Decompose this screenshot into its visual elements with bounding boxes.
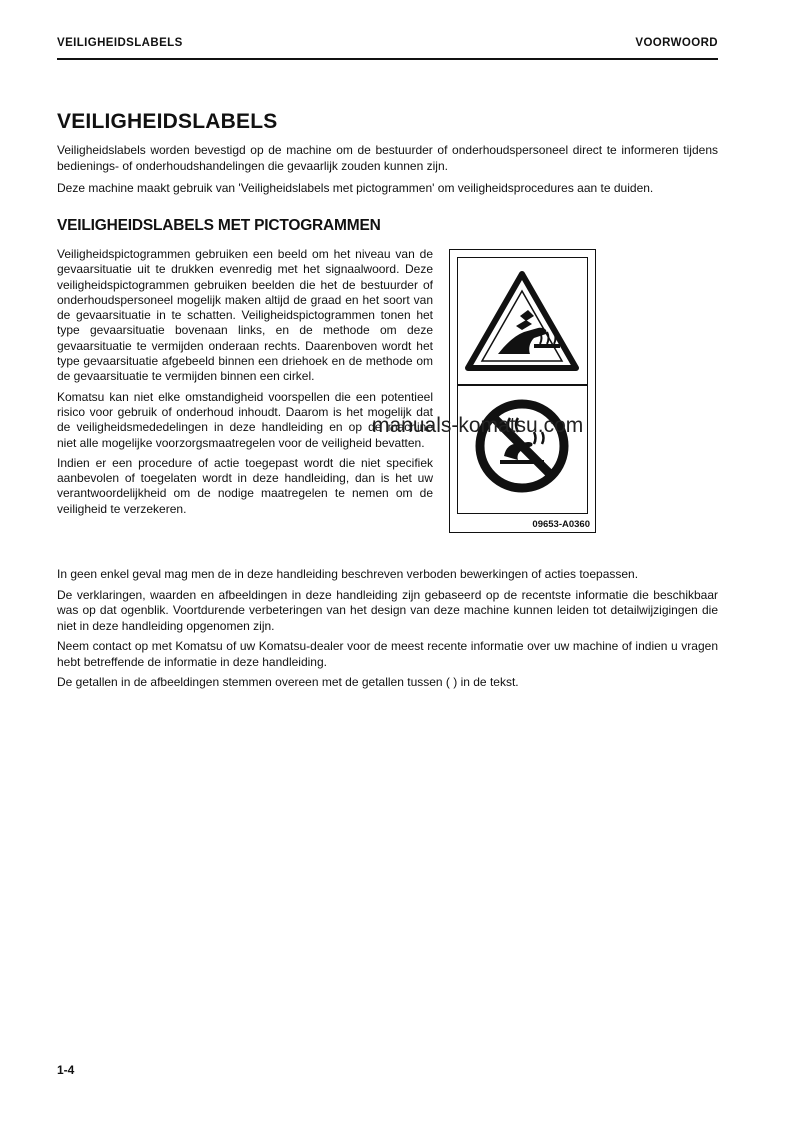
intro-paragraph-2: Deze machine maakt gebruik van 'Veiligheidslabels met pictogrammen' om veiligheidsprocedures aan te duiden. <box>57 181 654 195</box>
hazard-panel <box>457 257 588 385</box>
column-paragraph: Komatsu kan niet elke omstandigheid voorspellen die een potentieel risico voor gebruik of onderhoud inhoudt. Daarom is het mogelijk dat de veiligheidsmededelingen in deze handleiding en op de machine niet alle mogelijke voorzorgsmaatregelen voor de veiligheid bevatten. <box>57 389 433 450</box>
figure-code: 09653-A0360 <box>532 519 590 530</box>
watermark: manuals-komatsu.com <box>372 414 584 437</box>
column-paragraph: Indien er een procedure of actie toegepast wordt die niet specifiek aanbevolen of toegelaten wordt in deze handleiding, dan is het uw verantwoordelijkheid om de nodige maatregelen te nemen om de veiligheid te verzekeren. <box>57 455 433 516</box>
body-text <box>57 567 718 696</box>
page-number: 1-4 <box>57 1063 75 1077</box>
safety-label-figure <box>449 249 596 533</box>
column-text <box>57 247 433 522</box>
prohibition-panel <box>457 385 588 514</box>
intro-paragraph-1: Veiligheidslabels worden bevestigd op de machine om de bestuurder of onderhoudspersoneel direct te informeren tijdens bedienings- of onderhoudshandelingen die gevaarlijk zouden kunnen zijn. <box>57 143 718 173</box>
body-paragraph: In geen enkel geval mag men de in deze handleiding beschreven verboden bewerkingen of acties toepassen. <box>57 567 639 581</box>
prohibition-circle-icon <box>458 386 586 512</box>
body-paragraph: De getallen in de afbeeldingen stemmen overeen met de getallen tussen ( ) in de tekst. <box>57 675 519 689</box>
body-paragraph: Neem contact op met Komatsu of uw Komatsu-dealer voor de meest recente informatie over uw machine of indien u vragen hebt betreffende de informatie in deze handleiding. <box>57 639 718 669</box>
page-title: VEILIGHEIDSLABELS <box>57 110 278 133</box>
header-section: VEILIGHEIDSLABELS <box>57 37 183 49</box>
header-chapter: VOORWOORD <box>635 37 718 49</box>
column-paragraph: Veiligheidspictogrammen gebruiken een beeld om het niveau van de gevaarsituatie uit te drukken evenredig met het signaalwoord. Deze veiligheidspictogrammen gebruiken beelden die het de bestuurder of onderhoudspersoneel mogelijk maken altijd de graad en het soort van de gevaarsituatie in te schatten. Veiligheidspictogrammen tonen het type gevaarsituatie bovenaan links, en de methode om deze gevaarsituatie te vermijden onderaan rechts. Daarenboven wordt het type gevaarsituatie afgebeeld binnen een driehoek en de methode om de gevaarsituatie te vermijden binnen een cirkel. <box>57 247 433 384</box>
section-subtitle: VEILIGHEIDSLABELS MET PICTOGRAMMEN <box>57 217 381 234</box>
hand-hazard-triangle-icon <box>458 258 586 383</box>
page-header <box>57 36 718 60</box>
body-paragraph: De verklaringen, waarden en afbeeldingen in deze handleiding zijn gebaseerd op de recentste informatie die beschikbaar was op dat ogenblik. Voortdurende verbeteringen van het design van deze machine kunnen leiden tot detailwijzigingen die niet in deze handleiding opgenomen zijn. <box>57 587 718 633</box>
